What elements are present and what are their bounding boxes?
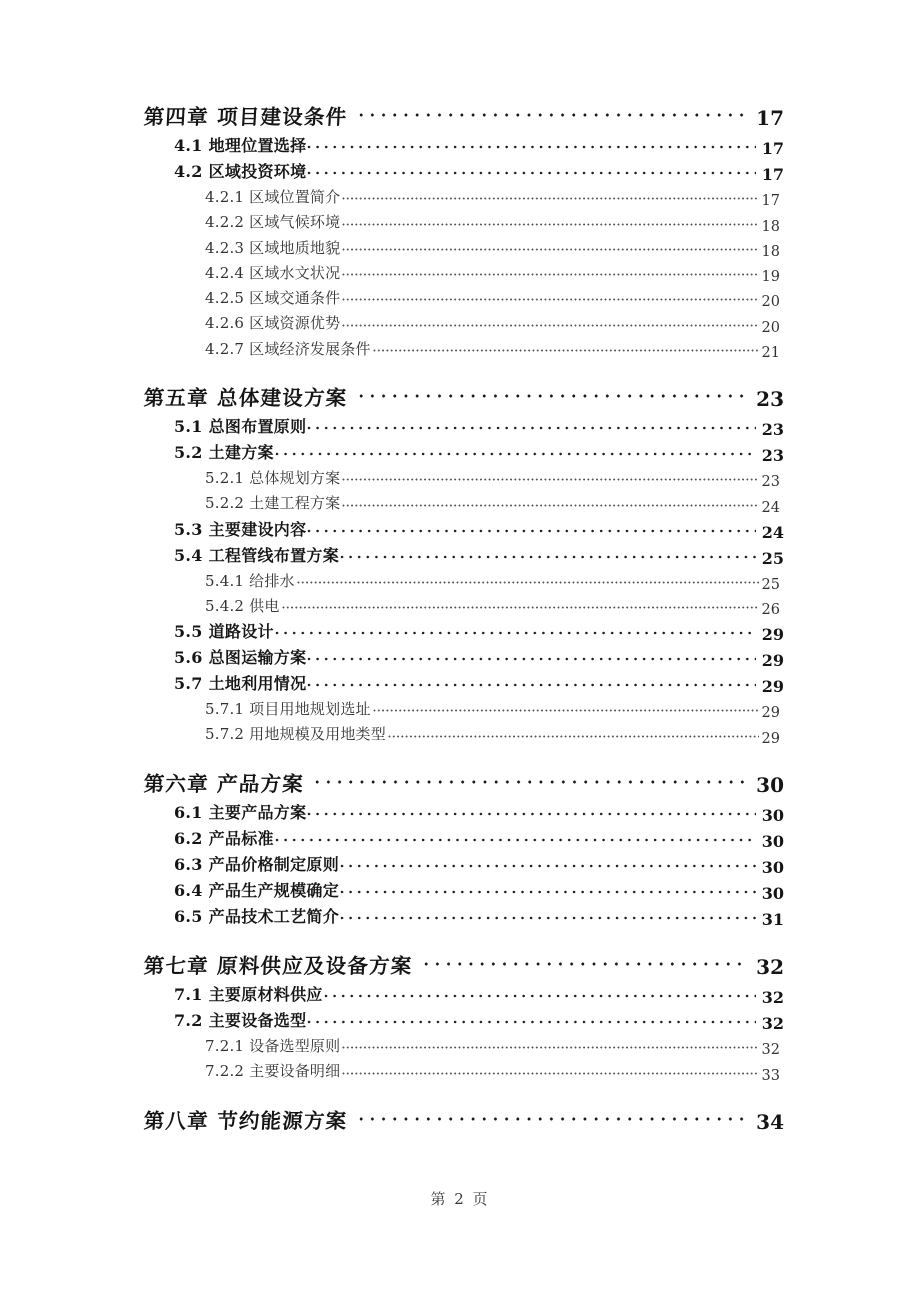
toc-entry-page-number: 34 — [756, 1109, 784, 1134]
toc-entry-title: 4.2.5 区域交通条件 — [205, 289, 341, 308]
toc-dot-leader — [340, 884, 756, 900]
toc-entry-level-2[interactable] — [0, 134, 920, 158]
toc-entry-title: 6.1 主要产品方案 — [174, 802, 307, 822]
toc-dot-leader — [275, 625, 756, 641]
toc-dot-leader — [342, 292, 759, 307]
toc-entry-level-3[interactable] — [0, 262, 920, 285]
toc-entry-page-number: 32 — [761, 988, 784, 1008]
toc-entry-page-number: 32 — [761, 1014, 784, 1034]
toc-entry-page-number: 29 — [761, 651, 784, 671]
toc-entry-page-number: 30 — [761, 883, 784, 903]
toc-dot-leader — [342, 217, 759, 232]
toc-dot-leader — [359, 386, 748, 406]
toc-entry-page-number: 17 — [761, 193, 780, 210]
toc-entry-level-2[interactable] — [0, 827, 920, 851]
toc-entry-level-3[interactable] — [0, 186, 920, 209]
toc-dot-leader — [282, 600, 759, 615]
toc-entry-title: 5.4.1 给排水 — [205, 571, 295, 590]
toc-dot-leader — [342, 1040, 759, 1055]
toc-entry-title: 7.2.1 设备选型原则 — [205, 1037, 341, 1056]
toc-dot-leader — [315, 772, 748, 792]
toc-dot-leader — [342, 267, 759, 282]
toc-entry-page-number: 32 — [756, 955, 784, 980]
toc-entry-title: 5.6 总图运输方案 — [174, 648, 307, 668]
toc-entry-page-number: 30 — [761, 831, 784, 851]
toc-entry-page-number: 20 — [761, 294, 780, 311]
toc-entry-page-number: 29 — [761, 625, 784, 645]
toc-entry-level-2[interactable] — [0, 646, 920, 670]
toc-entry-level-2[interactable] — [0, 801, 920, 825]
toc-entry-level-1[interactable] — [0, 953, 920, 979]
toc-entry-level-2[interactable] — [0, 160, 920, 184]
toc-entry-level-3[interactable] — [0, 312, 920, 335]
toc-entry-title: 4.2.6 区域资源优势 — [205, 314, 341, 333]
toc-entry-page-number: 23 — [761, 420, 784, 440]
toc-entry-title: 4.2.7 区域经济发展条件 — [205, 339, 371, 358]
toc-entry-title: 5.5 道路设计 — [174, 622, 274, 642]
toc-entry-title: 5.2 土建方案 — [174, 443, 274, 463]
toc-entry-title: 第四章 项目建设条件 — [143, 105, 348, 129]
toc-entry-page-number: 30 — [756, 772, 784, 797]
toc-dot-leader — [307, 139, 756, 155]
toc-dot-leader — [373, 703, 759, 718]
toc-entry-level-3[interactable] — [0, 467, 920, 490]
toc-entry-page-number: 30 — [761, 805, 784, 825]
toc-dot-leader — [342, 318, 759, 333]
toc-entry-title: 5.1 总图布置原则 — [174, 417, 307, 437]
toc-chapter-spacer — [0, 1086, 920, 1108]
toc-dot-leader — [275, 446, 756, 462]
toc-entry-title: 6.5 产品技术工艺简介 — [174, 906, 340, 926]
toc-entry-page-number: 32 — [761, 1042, 780, 1059]
toc-entry-title: 4.2.1 区域位置简介 — [205, 188, 341, 207]
toc-entry-title: 4.2.3 区域地质地貌 — [205, 238, 341, 257]
toc-dot-leader — [307, 165, 756, 181]
toc-dot-leader — [307, 677, 756, 693]
toc-entry-title: 4.2.2 区域气候环境 — [205, 213, 341, 232]
toc-entry-title: 第六章 产品方案 — [143, 771, 305, 796]
toc-entry-title: 6.3 产品价格制定原则 — [174, 854, 340, 874]
toc-entry-page-number: 25 — [761, 576, 780, 593]
toc-entry-title: 5.4 工程管线布置方案 — [174, 545, 340, 565]
toc-entry-level-2[interactable] — [0, 853, 920, 877]
toc-entry-page-number: 30 — [761, 857, 784, 877]
toc-chapter-spacer — [0, 749, 920, 771]
toc-dot-leader — [342, 242, 759, 257]
toc-dot-leader — [359, 105, 748, 125]
toc-entry-page-number: 17 — [756, 106, 784, 131]
toc-entry-page-number: 23 — [761, 446, 784, 466]
toc-entry-page-number: 17 — [761, 165, 784, 185]
toc-entry-page-number: 20 — [761, 319, 780, 336]
toc-entry-title: 7.1 主要原材料供应 — [174, 985, 323, 1005]
toc-entry-title: 6.2 产品标准 — [174, 828, 274, 848]
toc-dot-leader — [342, 1066, 759, 1081]
toc-entry-level-2[interactable] — [0, 620, 920, 644]
toc-entry-title: 4.2.4 区域水文状况 — [205, 263, 341, 282]
toc-entry-level-2[interactable] — [0, 879, 920, 903]
toc-entry-level-2[interactable] — [0, 544, 920, 568]
toc-dot-leader — [373, 343, 759, 358]
toc-entry-page-number: 29 — [761, 705, 780, 722]
toc-entry-page-number: 25 — [761, 548, 784, 568]
toc-entry-page-number: 21 — [761, 344, 780, 361]
toc-dot-leader — [342, 472, 759, 487]
toc-entry-level-2[interactable] — [0, 415, 920, 439]
toc-entry-page-number: 31 — [761, 909, 784, 929]
toc-entry-page-number: 24 — [761, 522, 784, 542]
toc-entry-level-3[interactable] — [0, 211, 920, 234]
toc-dot-leader — [275, 832, 756, 848]
toc-entry-level-2[interactable] — [0, 905, 920, 929]
toc-entry-title: 5.3 主要建设内容 — [174, 519, 307, 539]
toc-dot-leader — [307, 651, 756, 667]
toc-entry-level-3[interactable] — [0, 287, 920, 310]
toc-entry-title: 第七章 原料供应及设备方案 — [143, 953, 414, 978]
toc-entry-title: 7.2.2 主要设备明细 — [205, 1062, 341, 1081]
toc-entry-level-2[interactable] — [0, 983, 920, 1007]
toc-entry-title: 5.7.1 项目用地规划选址 — [205, 700, 371, 719]
toc-entry-page-number: 18 — [761, 218, 780, 235]
toc-entry-title: 4.1 地理位置选择 — [174, 136, 307, 156]
toc-entry-level-3[interactable] — [0, 595, 920, 618]
toc-entry-level-2[interactable] — [0, 441, 920, 465]
toc-dot-leader — [342, 191, 759, 206]
toc-entry-title: 5.7 土地利用情况 — [174, 674, 307, 694]
toc-entry-page-number: 33 — [761, 1067, 780, 1084]
toc-entry-level-2[interactable] — [0, 1009, 920, 1033]
toc-entry-level-3[interactable] — [0, 723, 920, 746]
toc-dot-leader — [359, 1109, 748, 1129]
toc-entry-title: 5.7.2 用地规模及用地类型 — [205, 725, 386, 744]
toc-entry-level-3[interactable] — [0, 570, 920, 593]
toc-entry-level-3[interactable] — [0, 1035, 920, 1058]
toc-entry-page-number: 23 — [756, 387, 784, 412]
toc-entry-page-number: 26 — [761, 602, 780, 619]
toc-entry-title: 6.4 产品生产规模确定 — [174, 880, 340, 900]
toc-entry-level-2[interactable] — [0, 672, 920, 696]
toc-entry-title: 4.2 区域投资环境 — [174, 162, 307, 182]
page-footer: 第 2 页 — [430, 1190, 490, 1208]
toc-entry-title: 第五章 总体建设方案 — [143, 385, 348, 410]
toc-dot-leader — [340, 910, 756, 926]
toc-entry-title: 7.2 主要设备选型 — [174, 1011, 307, 1031]
toc-entry-level-3[interactable] — [0, 492, 920, 515]
table-of-contents — [0, 104, 920, 1138]
toc-entry-level-3[interactable] — [0, 698, 920, 721]
toc-dot-leader — [307, 523, 756, 539]
toc-entry-level-1[interactable] — [0, 385, 920, 411]
toc-entry-level-3[interactable] — [0, 237, 920, 260]
toc-entry-level-1[interactable] — [0, 104, 920, 130]
toc-entry-title: 5.2.1 总体规划方案 — [205, 469, 341, 488]
toc-entry-title: 5.2.2 土建工程方案 — [205, 494, 341, 513]
toc-entry-level-1[interactable] — [0, 1108, 920, 1134]
toc-dot-leader — [307, 806, 756, 822]
toc-entry-title: 第八章 节约能源方案 — [143, 1108, 348, 1133]
toc-entry-level-3[interactable] — [0, 1060, 920, 1083]
toc-dot-leader — [340, 549, 756, 565]
toc-entry-page-number: 17 — [761, 139, 784, 159]
toc-dot-leader — [340, 858, 756, 874]
toc-entry-page-number: 24 — [761, 499, 780, 516]
toc-dot-leader — [342, 498, 759, 513]
toc-dot-leader — [307, 420, 756, 436]
toc-entry-level-2[interactable] — [0, 518, 920, 542]
toc-entry-page-number: 29 — [761, 677, 784, 697]
toc-chapter-spacer — [0, 931, 920, 953]
toc-dot-leader — [307, 1014, 756, 1030]
toc-entry-page-number: 29 — [761, 730, 780, 747]
toc-chapter-spacer — [0, 363, 920, 385]
toc-dot-leader — [324, 988, 756, 1004]
toc-entry-title: 5.4.2 供电 — [205, 596, 280, 615]
toc-dot-leader — [388, 729, 759, 744]
toc-entry-level-1[interactable] — [0, 771, 920, 797]
toc-entry-page-number: 19 — [761, 269, 780, 286]
toc-dot-leader — [424, 954, 748, 974]
toc-entry-level-3[interactable] — [0, 338, 920, 361]
toc-dot-leader — [297, 575, 759, 590]
toc-entry-page-number: 18 — [761, 243, 780, 260]
toc-entry-page-number: 23 — [761, 474, 780, 491]
